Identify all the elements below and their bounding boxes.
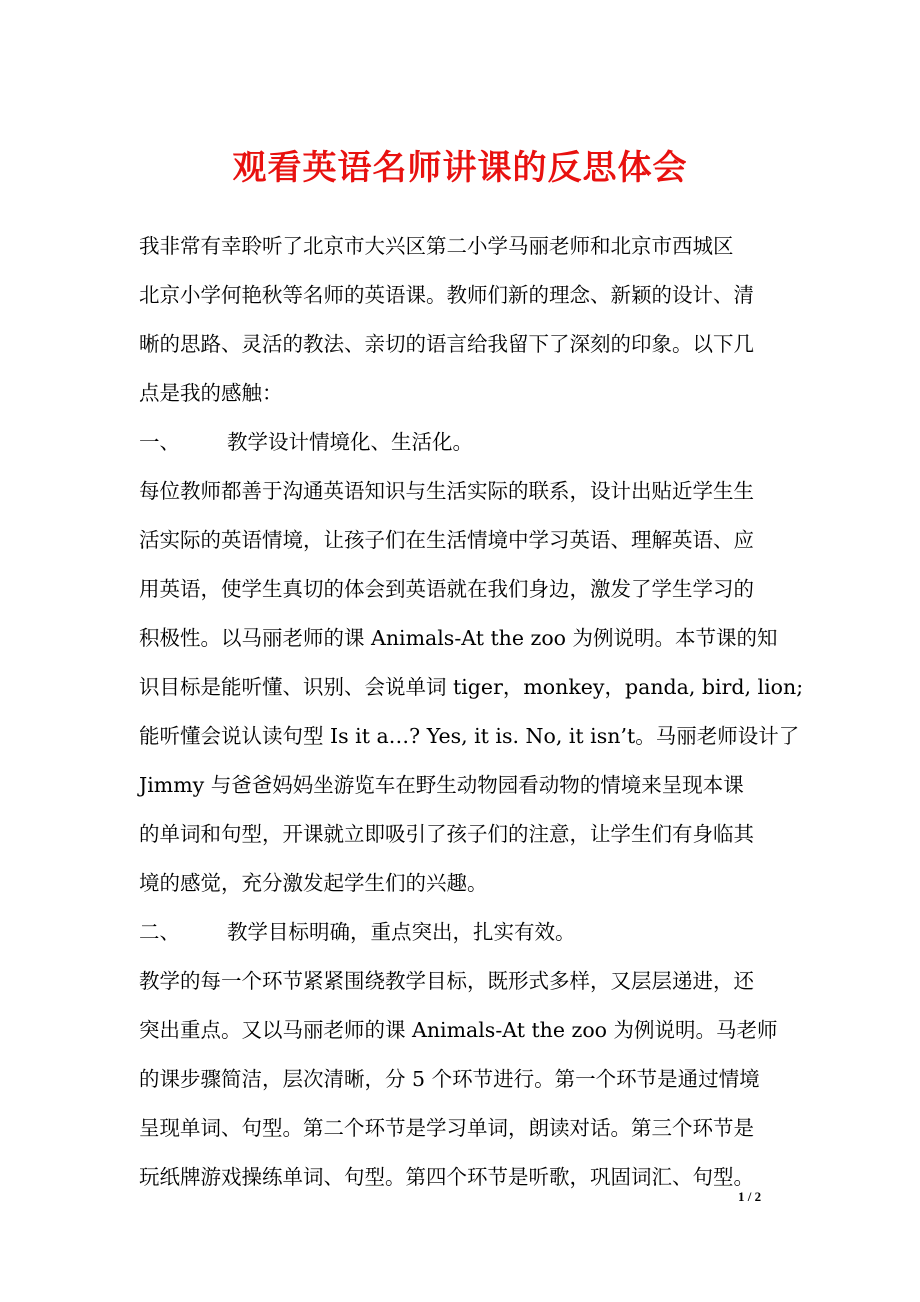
paragraph-line: 突出重点。又以马丽老师的课 Animals-At the zoo 为例说明。马老师 bbox=[139, 1018, 778, 1042]
paragraph-line: 用英语，使学生真切的体会到英语就在我们身边，激发了学生学习的 bbox=[139, 577, 754, 601]
section-heading-text: 教学目标明确，重点突出，扎实有效。 bbox=[227, 920, 576, 944]
paragraph-line: 呈现单词、句型。第二个环节是学习单词，朗读对话。第三个环节是 bbox=[139, 1116, 754, 1140]
paragraph-line: 玩纸牌游戏操练单词、句型。第四个环节是听歌，巩固词汇、句型。 bbox=[139, 1165, 754, 1189]
intro-line: 北京小学何艳秋等名师的英语课。教师们新的理念、新颖的设计、清 bbox=[139, 283, 754, 307]
intro-line: 我非常有幸聆听了北京市大兴区第二小学马丽老师和北京市西城区 bbox=[139, 234, 734, 258]
section-number: 二、 bbox=[139, 920, 180, 944]
page-number: 1 / 2 bbox=[738, 1189, 762, 1204]
page-title: 观看英语名师讲课的反思体会 bbox=[232, 148, 688, 188]
paragraph-line: 能听懂会说认读句型 Is it a…? Yes, it is. No, it isn’t。马丽老师设计了 bbox=[139, 724, 800, 748]
paragraph-line: 识目标是能听懂、识别、会说单词 tiger，monkey，panda, bird, lion; bbox=[139, 675, 804, 699]
paragraph-line: 的课步骤简洁，层次清晰，分 5 个环节进行。第一个环节是通过情境 bbox=[139, 1067, 760, 1091]
paragraph-line: 境的感觉，充分激发起学生们的兴趣。 bbox=[139, 871, 488, 895]
section-number: 一、 bbox=[139, 430, 180, 454]
section-heading-text: 教学设计情境化、生活化。 bbox=[227, 430, 473, 454]
paragraph-line: Jimmy 与爸爸妈妈坐游览车在野生动物园看动物的情境来呈现本课 bbox=[139, 773, 744, 797]
paragraph-line: 的单词和句型，开课就立即吸引了孩子们的注意，让学生们有身临其 bbox=[139, 822, 754, 846]
paragraph-line: 活实际的英语情境，让孩子们在生活情境中学习英语、理解英语、应 bbox=[139, 528, 754, 552]
section-heading-1 bbox=[139, 418, 799, 467]
paragraph-line: 积极性。以马丽老师的课 Animals-At the zoo 为例说明。本节课的知 bbox=[139, 626, 778, 650]
document-body bbox=[139, 222, 804, 1202]
paragraph-line: 教学的每一个环节紧紧围绕教学目标，既形式多样，又层层递进，还 bbox=[139, 969, 754, 993]
intro-line: 点是我的感触： bbox=[139, 381, 283, 405]
section-heading-2 bbox=[139, 908, 799, 957]
intro-line: 晰的思路、灵活的教法、亲切的语言给我留下了深刻的印象。以下几 bbox=[139, 332, 754, 356]
paragraph-line: 每位教师都善于沟通英语知识与生活实际的联系，设计出贴近学生生 bbox=[139, 479, 754, 503]
